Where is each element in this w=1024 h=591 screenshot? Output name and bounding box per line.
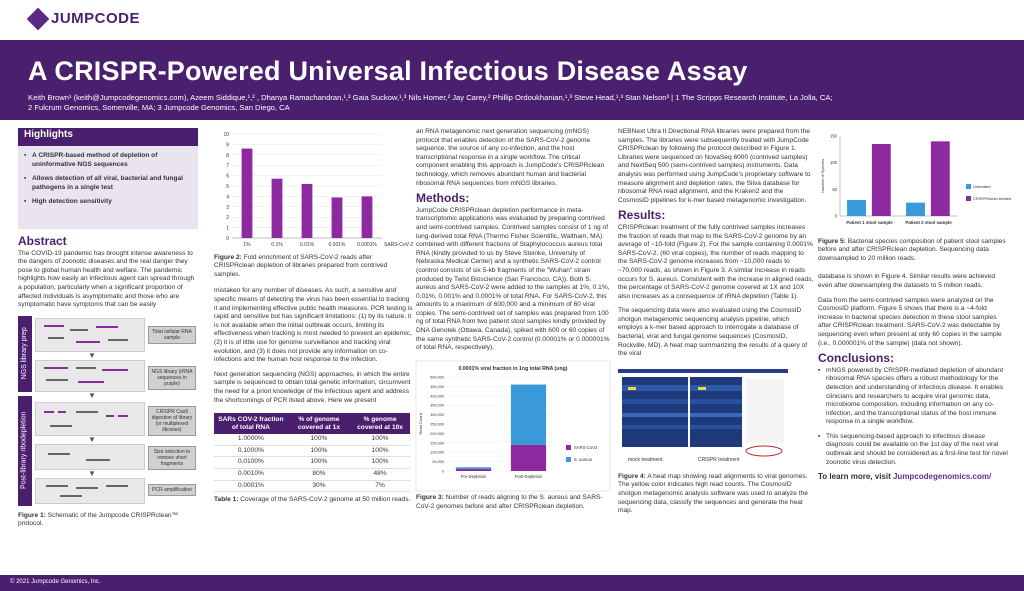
table-cell: 100% <box>288 434 350 445</box>
figure-5-caption: Figure 5: Bacterial species composition of patient stool samples before and after CRISPRclean depletion. Sequencing data downsampled to 20 million reads. <box>818 237 1006 262</box>
y-tick-label: 200,000 <box>430 431 444 436</box>
logo-mark-icon <box>27 7 50 30</box>
y-tick-label: 300,000 <box>430 412 444 417</box>
y-tick-label: 6 <box>226 173 229 180</box>
highlight-item: ▪ A CRISPR-based method of depletion of uninformative NGS sequences <box>24 152 192 169</box>
table-cell: 100% <box>288 457 350 469</box>
table-cell: 0.1000% <box>214 445 288 457</box>
ngs-library-panel <box>35 360 145 392</box>
y-tick-label: 9 <box>226 142 229 149</box>
bar <box>302 184 313 238</box>
table-cell: 100% <box>288 445 350 457</box>
table-cell: 80% <box>288 469 350 481</box>
conclusions <box>818 367 1008 468</box>
authors-line-1: Keith Brown¹ (keith@Jumpcodegenomics.com), Azeem Siddique,¹,² , Dhanya Ramachandran,¹,³ Gaia Suckow,¹,³ Nils Homer,² Jay Carey,² Phillip Ordoukhanian,¹,³ Steve Head,¹,³ Stan Nelson³ | 1 The Scripps Research Institute, La Jolla, CA; <box>28 93 833 102</box>
figure-2-caption: Figure 2: Fold enrichment of SARS-CoV-2 reads after CRISPRclean depletion of libraries prepared from contrived samples. <box>214 253 388 278</box>
col3-paragraph-1: an RNA metagenomic next generation sequencing (mNGS) protocol that enables detection of the SARS-CoV-2 genome sequence, the source of any co-infection, and the host transcriptional response in a single workflow. The critical component enabling this approach is JumpCode's CRISPRclean technology, which removes abundant human and bacterial ribosomal RNA sequences from mNGS libraries. <box>416 128 605 187</box>
bar <box>931 141 950 216</box>
col4-paragraph-1: NEBNext Ultra II Directional RNA libraries were prepared from the samples. The libraries were subsequently treated with JumpCode CRISPRclean by following the protocol described in Figure 1. Libraries were sequenced on NovaSeq 6000 (contrived samples) and NextSeq 500 (semi-contrived samples) instruments. Data analysis was performed using JumpCode's proprietary software to measure alignment and depletion rates, the Silva database for ribosomal RNA read alignment, and the Kraken2 and the CosmosID pipelines for k-mer based metagenomic investigation. <box>618 128 811 204</box>
y-tick-label: 10 <box>223 132 229 138</box>
table-row <box>214 480 410 492</box>
heatmap-row <box>622 385 742 391</box>
heatmap-left-label: mock treatment <box>628 456 663 463</box>
y-axis-label: Read Count <box>418 413 423 435</box>
x-tick-label: 1% <box>243 242 251 248</box>
conclusion-item: ▪ This sequencing-based approach to infectious disease diagnosis could be available on the 1st day of the next viral outbreak and should be considered as a first-line test for novel zoonotic virus detection. <box>818 433 1008 467</box>
table-row <box>214 469 410 481</box>
website-link[interactable]: Jumpcodegenomics.com/ <box>892 472 992 482</box>
bar-segment <box>456 469 491 471</box>
table-cell: 100% <box>350 457 410 469</box>
heatmap-divider <box>688 377 690 447</box>
y-tick-label: 2 <box>226 215 229 222</box>
table-cell: 0.0010% <box>214 469 288 481</box>
figure-1-schematic <box>18 316 198 506</box>
legend-swatch <box>966 184 971 189</box>
y-tick-label: 100 <box>830 160 837 166</box>
table-cell: 0.0001% <box>214 480 288 492</box>
y-tick-label: 5 <box>226 184 229 190</box>
y-tick-label: 50 <box>832 186 837 192</box>
y-tick-label: 0 <box>441 469 444 474</box>
table-row <box>214 457 410 469</box>
results-paragraph-1: CRISPRclean treatment of the fully contrived samples increases the fraction of reads that map to the SARS-CoV-2 genome by an average of ~10-fold (Figure 2). For the sample containing 0.0001% SARS-CoV-2, (60 viral copies), the number of reads mapping to the SARS-CoV-2 genome increases from ~10,000 reads to ~70,000 reads, as shown in Figure 3. A similar increase in reads occurs for S. aureus. Consistent with the increase in aligned reads, the percentage of SARS-CoV-2 genome covered at 1X and 10X also increases as a consequence of rRNA depletion (Table 1). <box>618 223 814 300</box>
heatmap-labels <box>746 379 784 443</box>
y-tick-label: 350,000 <box>430 403 444 408</box>
table-cell: 0.0100% <box>214 457 288 469</box>
table-cell: 7% <box>350 480 410 492</box>
y-tick-label: 7 <box>226 163 229 170</box>
learn-more <box>818 473 1008 482</box>
x-axis-label: SARS-CoV-2 <box>384 242 414 248</box>
abstract-heading: Abstract <box>18 234 67 248</box>
y-tick-label: 50,000 <box>432 459 444 464</box>
conclusions-heading: Conclusions: <box>818 351 895 366</box>
x-tick-label: Pre-Depletion <box>460 473 487 479</box>
x-tick-label: 0.1% <box>271 242 283 248</box>
bar-segment <box>511 384 546 444</box>
x-tick-label: Post-Depletion <box>514 473 543 479</box>
y-tick-label: 3 <box>226 204 229 211</box>
bar <box>332 197 343 238</box>
bar <box>362 196 373 238</box>
authors <box>28 93 996 113</box>
chart-title: 0.0001% viral fraction in 1ng total RNA (ung) <box>458 365 568 372</box>
down-arrow-icon: ▼ <box>88 390 96 400</box>
learn-more-text: To learn more, visit <box>818 472 893 482</box>
table-cell: 1.0000% <box>214 434 288 445</box>
table-header: % genome covered at 10x <box>350 413 410 434</box>
table-cell: 100% <box>350 434 410 445</box>
bar-segment <box>511 445 546 471</box>
x-tick-label: Patient 2 stool sample <box>905 220 952 225</box>
figure-4-caption: Figure 4: A heat map showing read alignments to viral genomes. The yellow color indicates high read counts. The CosmosID shotgun metagenomic analysis software was used to analyze the sequencing data, classify the sequences and generate the heat map. <box>618 472 808 515</box>
table-cell: 30% <box>288 480 350 492</box>
figure-5-chart <box>818 128 1012 234</box>
figure-3-chart <box>416 361 610 491</box>
y-tick-label: 0 <box>226 236 229 242</box>
y-tick-label: 4 <box>226 194 229 201</box>
table-row <box>214 445 410 457</box>
y-tick-label: 100,000 <box>430 450 444 455</box>
column-1 <box>18 128 198 535</box>
y-tick-label: 450,000 <box>430 384 444 389</box>
ngs-library-prep-label: NGS library prep <box>18 316 32 392</box>
step-cas9-digestion: CRISPR Cas9 digestion of library (or multiplexed libraries) <box>148 406 196 436</box>
down-arrow-icon: ▼ <box>88 468 96 478</box>
highlight-ellipse <box>746 446 782 456</box>
results-heading: Results: <box>618 208 666 223</box>
table-cell: 100% <box>350 445 410 457</box>
x-tick-label: Patient 1 stool sample <box>846 220 893 225</box>
table-1-caption: Table 1: Coverage of the SARS-CoV-2 genome at 50 million reads. <box>214 496 411 504</box>
methods-text: JumpCode CRISPRclean depletion performance in meta-transcriptomic applications was evaluated by preparing contrived and semi-contrived samples. Contrived samples consist of 1 ng of lung-derived total RNA (Thermo Fisher Scientific, Waltham, MA) combined with different fractions of Staphylococcus aureus total RNA (kindly provided to us by Steve Steinke, University of Nebraska Medical Center) and a synthetic SARS-CoV-2 control (control consists of six 5-kb fragments of the "Wuhan" strain produced by Twist Bioscience (San Francisco, CA)). Both S. aureus and SARS-CoV-2 were added to the samples at 1%, 0.1%, 0.01%, 0.001% and 0.0001% of total RNA. For SARS-CoV-2, this amounts to a maximum of 600,000 and a minimum of 60 viral copies. The semi-contrived set of samples was prepared from 100 ng of total RNA from two patient stool samples kindly provided by DNA Genotek (Ottawa, Canada), spiked with 600 or 60 copies of the same synthetic SARS-CoV-2 control (0.00001% or 0.000001% of total RNA, respectively). <box>416 206 610 352</box>
conclusion-item: ▪ mNGS powered by CRISPR-mediated depletion of abundant ribosomal RNA species offers a robust methodology for the detection and understanding of infectious disease. It enables clinicians and researchers to acquire viral genomic data, microbiome composition, including information on any co-infection, and the transcriptional status of the host immune response in a single workflow. <box>818 367 1008 427</box>
results-paragraph-2: The sequencing data were also evaluated using the CosmosID shotgun metagenomic sequencing analysis pipeline, which employs a k-mer based approach to interrogate a database of bacterial, viral and fungal genome sequences (CosmosID, Rockville, MD). A heat map summarizing the results of a query of the viral <box>618 307 808 358</box>
col2-paragraph-1: mistaken for any number of diseases. As such, a sensitive and specific means of detecting the virus has been essential to tracking it and implementing effective public health measures. PCR testing is rapid and sensitive but has significant limitations: (1) by its nature, it is not available when the initial outbreak occurs, limiting its effectiveness when tracking is most needed to prevent an epidemic, (2) it is of little use for genome surveillance and tracking viral evolution, and (3) it does not provide any information on co-infections and the human host response to the infection. <box>214 287 413 364</box>
legend-label: SARS-CoV2 <box>574 444 598 450</box>
down-arrow-icon: ▼ <box>88 350 96 360</box>
bar <box>847 200 866 216</box>
methods-heading: Methods: <box>416 191 470 206</box>
heatmap-svg <box>618 365 788 467</box>
x-tick-label: 0.001% <box>328 242 346 248</box>
header-top <box>0 0 1024 40</box>
y-tick-label: 400,000 <box>430 394 444 399</box>
authors-line-2: 2 Fulcrum Genomics, Somerville, MA; 3 Jumpcode Genomics, San Diego, CA <box>28 103 290 112</box>
abstract-text: The COVID-19 pandemic has brought intense awareness to the dangers of zoonotic diseases and the real danger they pose to global human health and welfare. The pandemic highlights how easily an infectious agent can spread through a population, particularly when a significant proportion of affected individuals is asymptomatic and those who are symptomatic have symptoms that can be easily <box>18 249 195 309</box>
heatmap-row <box>622 425 742 429</box>
rna-sample-panel <box>35 318 145 352</box>
footer: © 2021 Jumpcode Genomics, Inc. <box>0 575 1024 591</box>
highlight-item: ▪ High detection sensitivity <box>24 198 192 207</box>
step-total-rna: Total cellular RNA sample <box>148 326 196 344</box>
step-size-selection: Size selection to remove short fragments <box>148 446 196 470</box>
col5-paragraph-1: database is shown in Figure 4. Similar results were achieved even after downsampling the datasets to 5 million reads. <box>818 273 996 289</box>
col2-paragraph-2: Next generation sequencing (NGS) approaches, in which the entire sample is sequenced to obtain total genetic information, circumvent the need for a priori knowledge of the infectious agent and address the shortcomings of PCR listed above. Here we present <box>214 370 411 404</box>
jumpcode-logo <box>30 10 140 27</box>
heatmap-row <box>622 399 742 404</box>
highlights-list <box>24 152 192 207</box>
table-cell: 48% <box>350 469 410 481</box>
heatmap-top-bar <box>618 369 788 373</box>
down-arrow-icon: ▼ <box>88 434 96 444</box>
y-tick-label: 150 <box>830 133 837 139</box>
table-header: % of genome covered at 1x <box>288 413 350 434</box>
column-3 <box>416 128 610 518</box>
legend-swatch <box>566 445 571 450</box>
heatmap-high-cell <box>628 387 636 390</box>
bar <box>906 203 925 216</box>
figure-3-caption: Figure 3: Number of reads aligning to the S. aureus and SARS-CoV-2 genomes before and after CRISPRclean depletion. <box>416 494 603 511</box>
y-tick-label: 500,000 <box>430 375 444 380</box>
column-5 <box>818 128 1012 482</box>
step-ngs-library: NGS library (rRNA sequences in purple) <box>148 366 196 390</box>
legend-label: Untreated <box>973 184 991 189</box>
y-tick-label: 1 <box>226 225 229 232</box>
column-2 <box>214 128 414 511</box>
figure-4-heatmap <box>618 365 788 467</box>
post-library-ribodepletion-label: Post-library ribodepletion <box>18 396 32 506</box>
legend-swatch <box>566 457 571 462</box>
poster-title: A CRISPR-Powered Universal Infectious Disease Assay <box>28 56 748 86</box>
bar <box>242 149 253 238</box>
col5-paragraph-2: Data from the semi-contrived samples were analyzed on the CosmosID platform. Figure 5 shows that there is a ~4-fold increase in bacterial species detection in these stool samples after CRISPRclean treatment. SARS-CoV-2 was detectable by sequencing even when present at only 60 copies in the sample (i.e., 0.000001% of the sample) (data not shown). <box>818 296 1002 347</box>
highlight-item: ▪ Allows detection of all viral, bacterial and fungal pathogens in a single test <box>24 175 192 192</box>
legend-label: CRISPRclean treated <box>973 196 1012 201</box>
table-row <box>214 434 410 445</box>
column-4 <box>618 128 814 522</box>
legend-swatch <box>966 196 971 201</box>
highlights-box <box>18 128 198 229</box>
y-tick-label: 8 <box>226 152 229 159</box>
table-1 <box>214 413 410 492</box>
y-tick-label: 150,000 <box>430 441 444 446</box>
heatmap-row <box>622 413 742 417</box>
table-header: SARs COV-2 fraction of total RNA <box>214 413 288 434</box>
cas9-digestion-panel <box>35 402 145 436</box>
figure-1-caption: Figure 1: Schematic of the Jumpcode CRISPRclean™ protocol. <box>18 511 179 528</box>
y-axis-label: Number of Species <box>820 158 825 194</box>
step-pcr: PCR amplification <box>148 484 196 496</box>
highlights-title: Highlights <box>18 128 198 146</box>
bar <box>272 179 283 238</box>
legend-label: S. aureus <box>574 456 592 462</box>
x-tick-label: 0.01% <box>299 242 315 248</box>
bar <box>872 144 891 216</box>
heatmap-high-cell <box>698 387 706 390</box>
title-banner <box>0 40 1024 120</box>
bar-segment <box>456 467 491 469</box>
heatmap-right-label: CRISPR treatment <box>698 456 740 463</box>
y-tick-label: 0 <box>834 213 837 219</box>
figure-2-chart <box>214 128 414 250</box>
logo-text: JUMPCODE <box>51 10 141 27</box>
size-selection-panel <box>35 444 145 470</box>
y-tick-label: 250,000 <box>430 422 444 427</box>
pcr-panel <box>35 478 145 504</box>
x-tick-label: 0.0001% <box>357 242 377 248</box>
